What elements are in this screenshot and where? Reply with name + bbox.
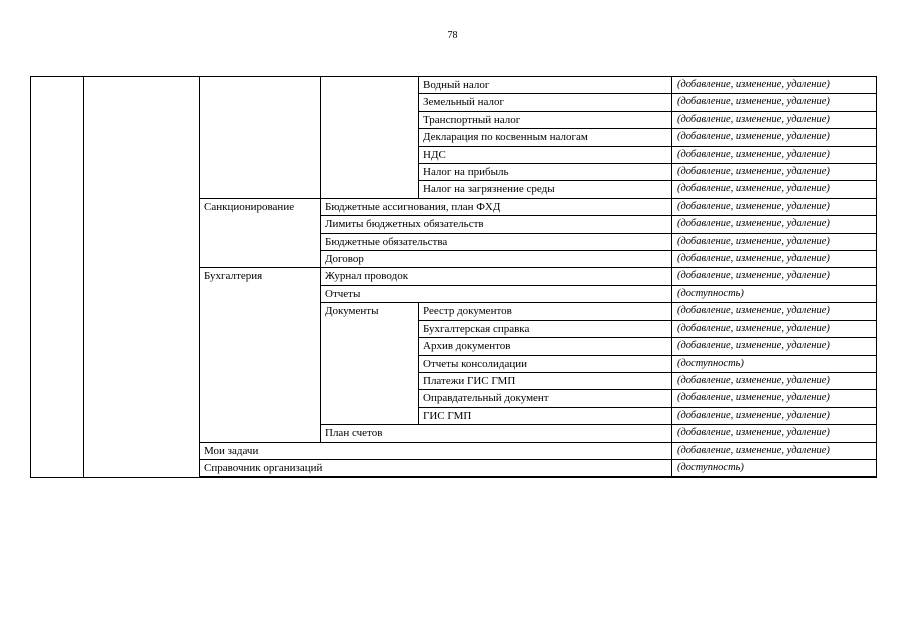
group-label-sanction: Санкционирование xyxy=(200,198,321,268)
item-label: Мои задачи xyxy=(200,442,672,459)
operation-cell: (доступность) xyxy=(672,459,877,477)
operation-cell: (добавление, изменение, удаление) xyxy=(672,94,877,111)
operation-cell: (добавление, изменение, удаление) xyxy=(672,251,877,268)
operation-cell: (добавление, изменение, удаление) xyxy=(672,198,877,215)
item-label: Налог на прибыль xyxy=(419,164,672,181)
empty-cell xyxy=(321,77,419,199)
operation-cell: (добавление, изменение, удаление) xyxy=(672,129,877,146)
operation-cell: (добавление, изменение, удаление) xyxy=(672,372,877,389)
operation-cell: (добавление, изменение, удаление) xyxy=(672,338,877,355)
operation-cell: (добавление, изменение, удаление) xyxy=(672,181,877,198)
operation-cell: (добавление, изменение, удаление) xyxy=(672,320,877,337)
operation-cell: (доступность) xyxy=(672,285,877,302)
item-label: Декларация по косвенным налогам xyxy=(419,129,672,146)
item-label: Договор xyxy=(321,251,672,268)
operation-cell: (добавление, изменение, удаление) xyxy=(672,390,877,407)
item-label: Водный налог xyxy=(419,77,672,94)
operation-cell: (добавление, изменение, удаление) xyxy=(672,425,877,442)
item-label: Налог на загрязнение среды xyxy=(419,181,672,198)
item-label: ГИС ГМП xyxy=(419,407,672,424)
table-row xyxy=(31,77,877,94)
item-label: НДС xyxy=(419,146,672,163)
access-rights-table xyxy=(30,76,877,478)
operation-cell: (добавление, изменение, удаление) xyxy=(672,77,877,94)
item-label: Бюджетные ассигнования, план ФХД xyxy=(321,198,672,215)
empty-cell xyxy=(31,77,84,478)
item-label: Справочник организаций xyxy=(200,459,672,477)
item-label: Лимиты бюджетных обязательств xyxy=(321,216,672,233)
operation-cell: (добавление, изменение, удаление) xyxy=(672,111,877,128)
page-number: 78 xyxy=(447,30,458,41)
operation-cell: (добавление, изменение, удаление) xyxy=(672,268,877,285)
operation-cell: (добавление, изменение, удаление) xyxy=(672,407,877,424)
item-label: План счетов xyxy=(321,425,672,442)
operation-cell: (добавление, изменение, удаление) xyxy=(672,146,877,163)
item-label: Оправдательный документ xyxy=(419,390,672,407)
item-label: Земельный налог xyxy=(419,94,672,111)
operation-cell: (добавление, изменение, удаление) xyxy=(672,216,877,233)
item-label: Платежи ГИС ГМП xyxy=(419,372,672,389)
item-label: Журнал проводок xyxy=(321,268,672,285)
operation-cell: (добавление, изменение, удаление) xyxy=(672,442,877,459)
empty-cell xyxy=(84,77,200,478)
empty-cell xyxy=(200,77,321,199)
operation-cell: (доступность) xyxy=(672,355,877,372)
item-label: Транспортный налог xyxy=(419,111,672,128)
item-label: Отчеты консолидации xyxy=(419,355,672,372)
group-label-accounting: Бухгалтерия xyxy=(200,268,321,442)
operation-cell: (добавление, изменение, удаление) xyxy=(672,303,877,320)
item-label: Отчеты xyxy=(321,285,672,302)
operation-cell: (добавление, изменение, удаление) xyxy=(672,233,877,250)
item-label: Бухгалтерская справка xyxy=(419,320,672,337)
item-label: Бюджетные обязательства xyxy=(321,233,672,250)
group-label-documents: Документы xyxy=(321,303,419,425)
item-label: Архив документов xyxy=(419,338,672,355)
item-label: Реестр документов xyxy=(419,303,672,320)
operation-cell: (добавление, изменение, удаление) xyxy=(672,164,877,181)
